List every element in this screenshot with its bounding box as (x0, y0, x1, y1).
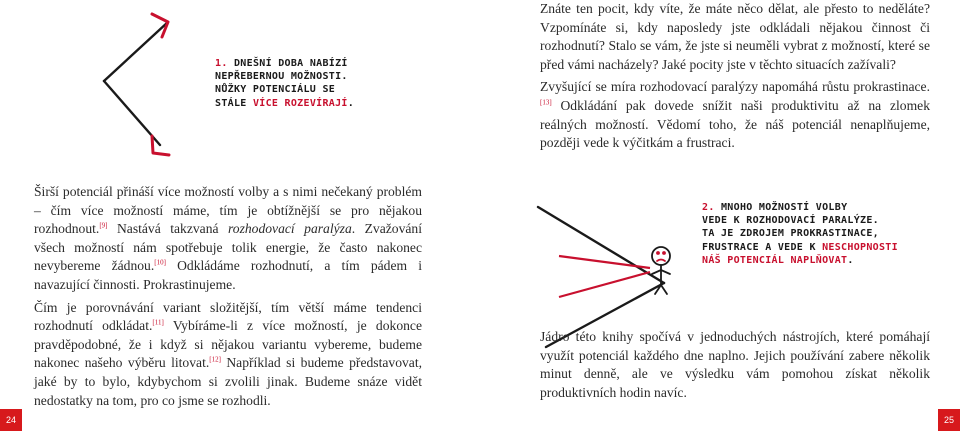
callout-2-line4-prefix: FRUSTRACE A VEDE K (702, 241, 823, 253)
callout-2-line4-red: NESCHOPNOSTI (822, 241, 898, 253)
left-body-text (34, 183, 422, 414)
citation-ref: [12] (209, 355, 221, 364)
citation-ref: [13] (540, 98, 552, 107)
left-paragraph-1 (34, 183, 422, 295)
right-paragraph-3: Jádro této knihy spočívá v jednoduchých nástrojích, které pomáhají využít potenciál každého dne naplno. Jejich používání zabere několik minut denně, ale ve výsledku vám pomohou získat několik produktivních hodin navíc. (540, 329, 930, 400)
citation-ref: [11] (152, 318, 164, 327)
text-span: Zvyšující se míra rozhodovací paralýzy napomáhá růstu prokrastinace. (540, 79, 930, 95)
callout-2-line3: TA JE ZDROJEM PROKRASTINACE, (702, 228, 879, 240)
callout-1-line4-prefix: STÁLE (215, 97, 253, 109)
left-paragraph-2 (34, 299, 422, 411)
citation-ref: [9] (99, 221, 108, 230)
callout-1-line1: DNEŠNÍ DOBA NABÍZÍ (227, 58, 348, 69)
callout-2-line5-red: NÁŠ POTENCIÁL NAPLŇOVAT (702, 254, 848, 266)
citation-ref: [10] (154, 258, 166, 267)
callout-1-line3: NŮŽKY POTENCIÁLU SE (215, 84, 336, 96)
text-span: Odkládání pak dovede snížit naši produktivitu až na zlomek reálných možností. Vědomí toho, že náš potenciál nenaplňujeme, později vede k výčitkám a frustraci. (540, 97, 930, 151)
callout-1 (215, 57, 415, 110)
emphasis-term: rozhodovací paralýza (228, 221, 352, 237)
callout-1-line4-suffix: . (347, 97, 355, 109)
text-span: Čím je porovnávání variant složitější, tím větší máme tendenci rozhodnutí odkládat. (34, 299, 422, 334)
right-body-text-bottom (540, 328, 930, 406)
red-line-upper (559, 256, 650, 268)
text-span: Širší potenciál přináší více možností volby a s nimi nečekaný problém – čím více možností máme, tím je obtížnější se pro nějakou rozhodnout. (34, 184, 422, 237)
text-span: Nastává takzvaná (107, 221, 228, 237)
text-span: Odkládáme rozhodnutí, a tím pádem i navazující činnosti. Prokrastinujeme. (34, 258, 423, 292)
callout-2-line2: VEDE K ROZHODOVACÍ PARALÝZE. (702, 215, 879, 227)
right-page (480, 0, 960, 431)
right-paragraph-1: Znáte ten pocit, kdy víte, že máte něco dělat, ale přesto to neděláte? Vzpomínáte si, kdy naposledy jste odkládali nějakou činnost či rozhodnutí? Stalo se vám, že jste si neuměli vybrat z možností, které se před vámi nacházely? Jaké pocity jste v těchto situacích zažívali? (540, 1, 930, 72)
callout-1-line2: NEPŘEBERNOU MOŽNOSTI. (215, 71, 348, 83)
upper-arm-line (538, 207, 664, 283)
text-span: Vybíráme-li z více možností, je dokonce pravděpodobné, že i když si nějakou variantu vybereme, budeme nakonec našeho výběru litovat. (34, 318, 422, 371)
red-line-lower (559, 272, 650, 297)
upper-arm-line (104, 22, 168, 81)
callout-2-line5-suffix: . (847, 254, 854, 266)
page-number-left: 24 (0, 409, 22, 431)
callout-2-line1: MNOHO MOŽNOSTÍ VOLBY (714, 202, 848, 213)
callout-1-number: 1. (215, 58, 228, 69)
text-span: . Zvažování všech možností nám spotřebuje tolik energie, že často nakonec nevybereme žádnou. (34, 221, 422, 274)
text-span: Například si budeme představovat, jaké by to bylo, kdybychom si zvolili jinak. Budeme snáze vidět nedostatky na tom, pro co jsme se rozhodli. (34, 355, 422, 408)
page-number-right: 25 (938, 409, 960, 431)
callout-1-line4-red: VÍCE ROZEVÍRAJÍ (252, 97, 348, 109)
callout-2-number: 2. (702, 202, 715, 213)
callout-2 (702, 201, 942, 267)
